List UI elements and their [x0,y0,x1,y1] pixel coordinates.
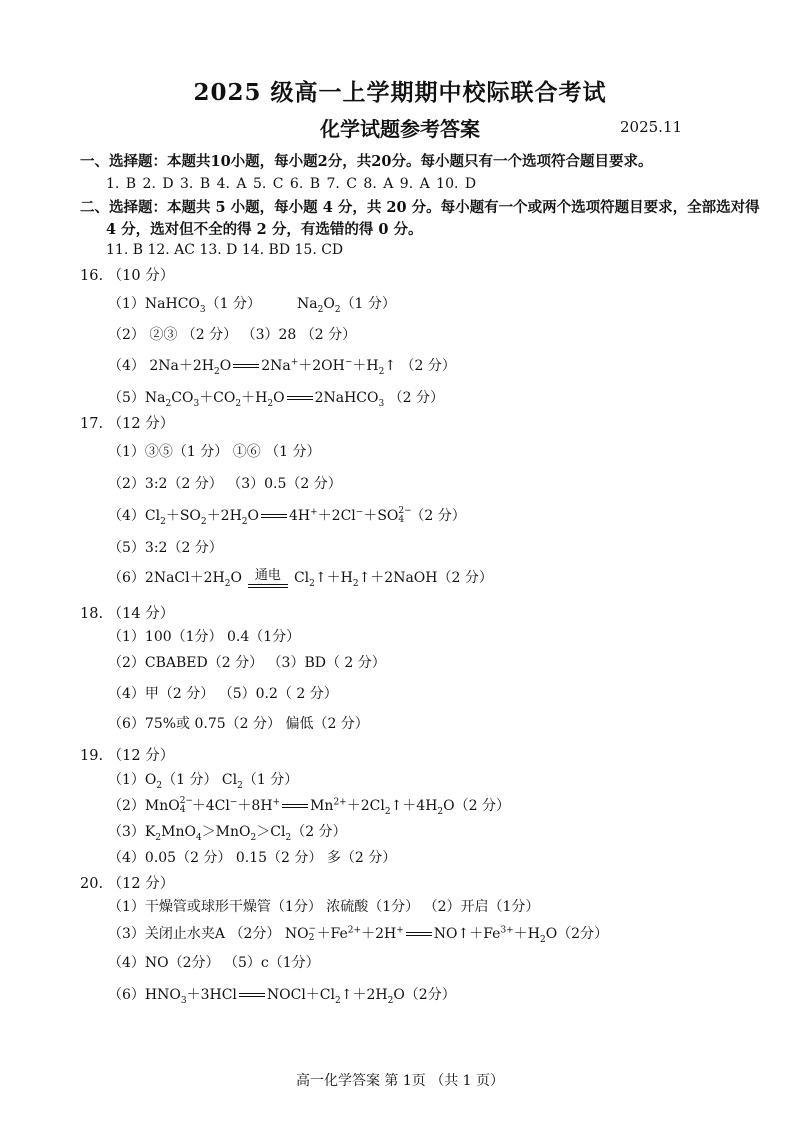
equals-sign [233,364,259,368]
q17-heading: 17. （12 分） [80,416,175,432]
q19-answer-4: （4）0.05（2 分） 0.15（2 分） 多（2 分） [108,850,397,866]
equals-sign [287,396,313,400]
equals-sign [282,804,308,808]
q19-answer-3: $(3)K_2MnO_4>MnO_2>Cl_2(2$ 分） [108,824,347,843]
section1-answers: 1. B 2. D 3. B 4. A 5. C 6. B 7. C 8. A 9. A 10. D [106,176,477,192]
electrolysis-condition: 通电 [248,569,288,588]
page-subtitle: 化学试题参考答案 [320,117,480,141]
q17-answer-4: $(4)Cl_2+SO_2+2H_2O$ 4H+＋2Cl−＋SO 2− 4 （2 分） [108,506,466,527]
q18-answer-6: （6）75%或 0.75（2 分） 偏低（2 分） [108,716,369,732]
q19-heading: 19. （12 分） [80,748,175,764]
equals-sign [261,514,287,518]
q20-answer-6: $(6)HNO_3+3HCl$ $NOCl+Cl_2↑+2H_2O(2$分） [108,987,456,1006]
q17-answer-6: $(6)2NaCl+2H_2O$ 通电 $Cl_2↑+H_2↑+2NaOH(2$ 分） [108,567,493,589]
equals-sign [406,932,432,936]
equals-sign [239,993,265,997]
section2-heading-line2: 4 分，选对但不全的得 2 分，有选错的得 0 分。 [106,221,423,238]
section2-answers: 11. B 12. AC 13. D 14. BD 15. CD [106,242,344,258]
q20-heading: 20. （12 分） [80,876,175,892]
q18-answer-1: （1）100（1分） 0.4（1分） [108,629,301,645]
q17-answer-5: （5）3:2（2 分） [108,540,223,556]
q18-answer-4-5: （4）甲（2 分） （5）0.2（ 2 分） [108,686,338,702]
q20-answer-1-2: （1）干燥管或球形干燥管（1分） 浓硫酸（1分） （2）开启（1分） [108,899,540,915]
section2-heading-line1: 二、选择题：本题共 5 小题，每小题 4 分，共 20 分。每小题有一个或两个选项符题目要求，全部选对得 [80,199,760,216]
q17-answer-2-3: （2）3:2（2 分） （3）0.5（2 分） [108,476,342,492]
page-title: 2025 级高一上学期期中校际联合考试 [193,79,607,106]
exam-date: 2025.11 [620,118,683,136]
q18-answer-2-3: （2）CBABED（2 分） （3）BD（ 2 分） [108,655,386,671]
q19-answer-2: （2）MnO 2− 4 ＋4Cl−＋8H+ $Mn^{2+}+2Cl_2↑+4H_2O(2$ 分） [108,796,510,817]
q16-answer-1: （1）NaHCO$_3$（1 分） $Na_2O_2(1$ 分） [108,296,396,315]
q16-answer-2-3: （2） ②③ （2 分） （3）28 （2 分） [108,327,357,343]
q16-answer-5: $(5)Na_2CO_3+CO_2+H_2O$ 2NaHCO$_3$ （2 分） [108,390,445,409]
q19-answer-1: $(1)O_2(1$ 分） $Cl_2(1$ 分） [108,772,299,791]
q18-heading: 18. （14 分） [80,606,175,622]
section1-heading: 一、选择题：本题共10小题，每小题2分，共20分。每小题只有一个选项符合题目要求。 [80,153,653,170]
q16-heading: 16. （10 分） [80,268,175,284]
q16-answer-4: （4） $2Na+2H_2O$ $2Na^++2OH^-+H_2↑$ （2 分） [108,357,456,377]
q17-answer-1: （1）③⑤（1 分） ①⑥ （1 分） [108,444,321,460]
page-footer: 高一化学答案 第 1页 （共 1 页） [295,1073,505,1089]
q20-answer-3: （3）关闭止水夹A （2分） NO − 2 $+Fe^{2+}+2H^+$ $NO↑+Fe^{3+}+H_2O(2$分） [108,924,609,945]
q20-answer-4-5: （4）NO（2分） （5）c（1分） [108,955,320,971]
